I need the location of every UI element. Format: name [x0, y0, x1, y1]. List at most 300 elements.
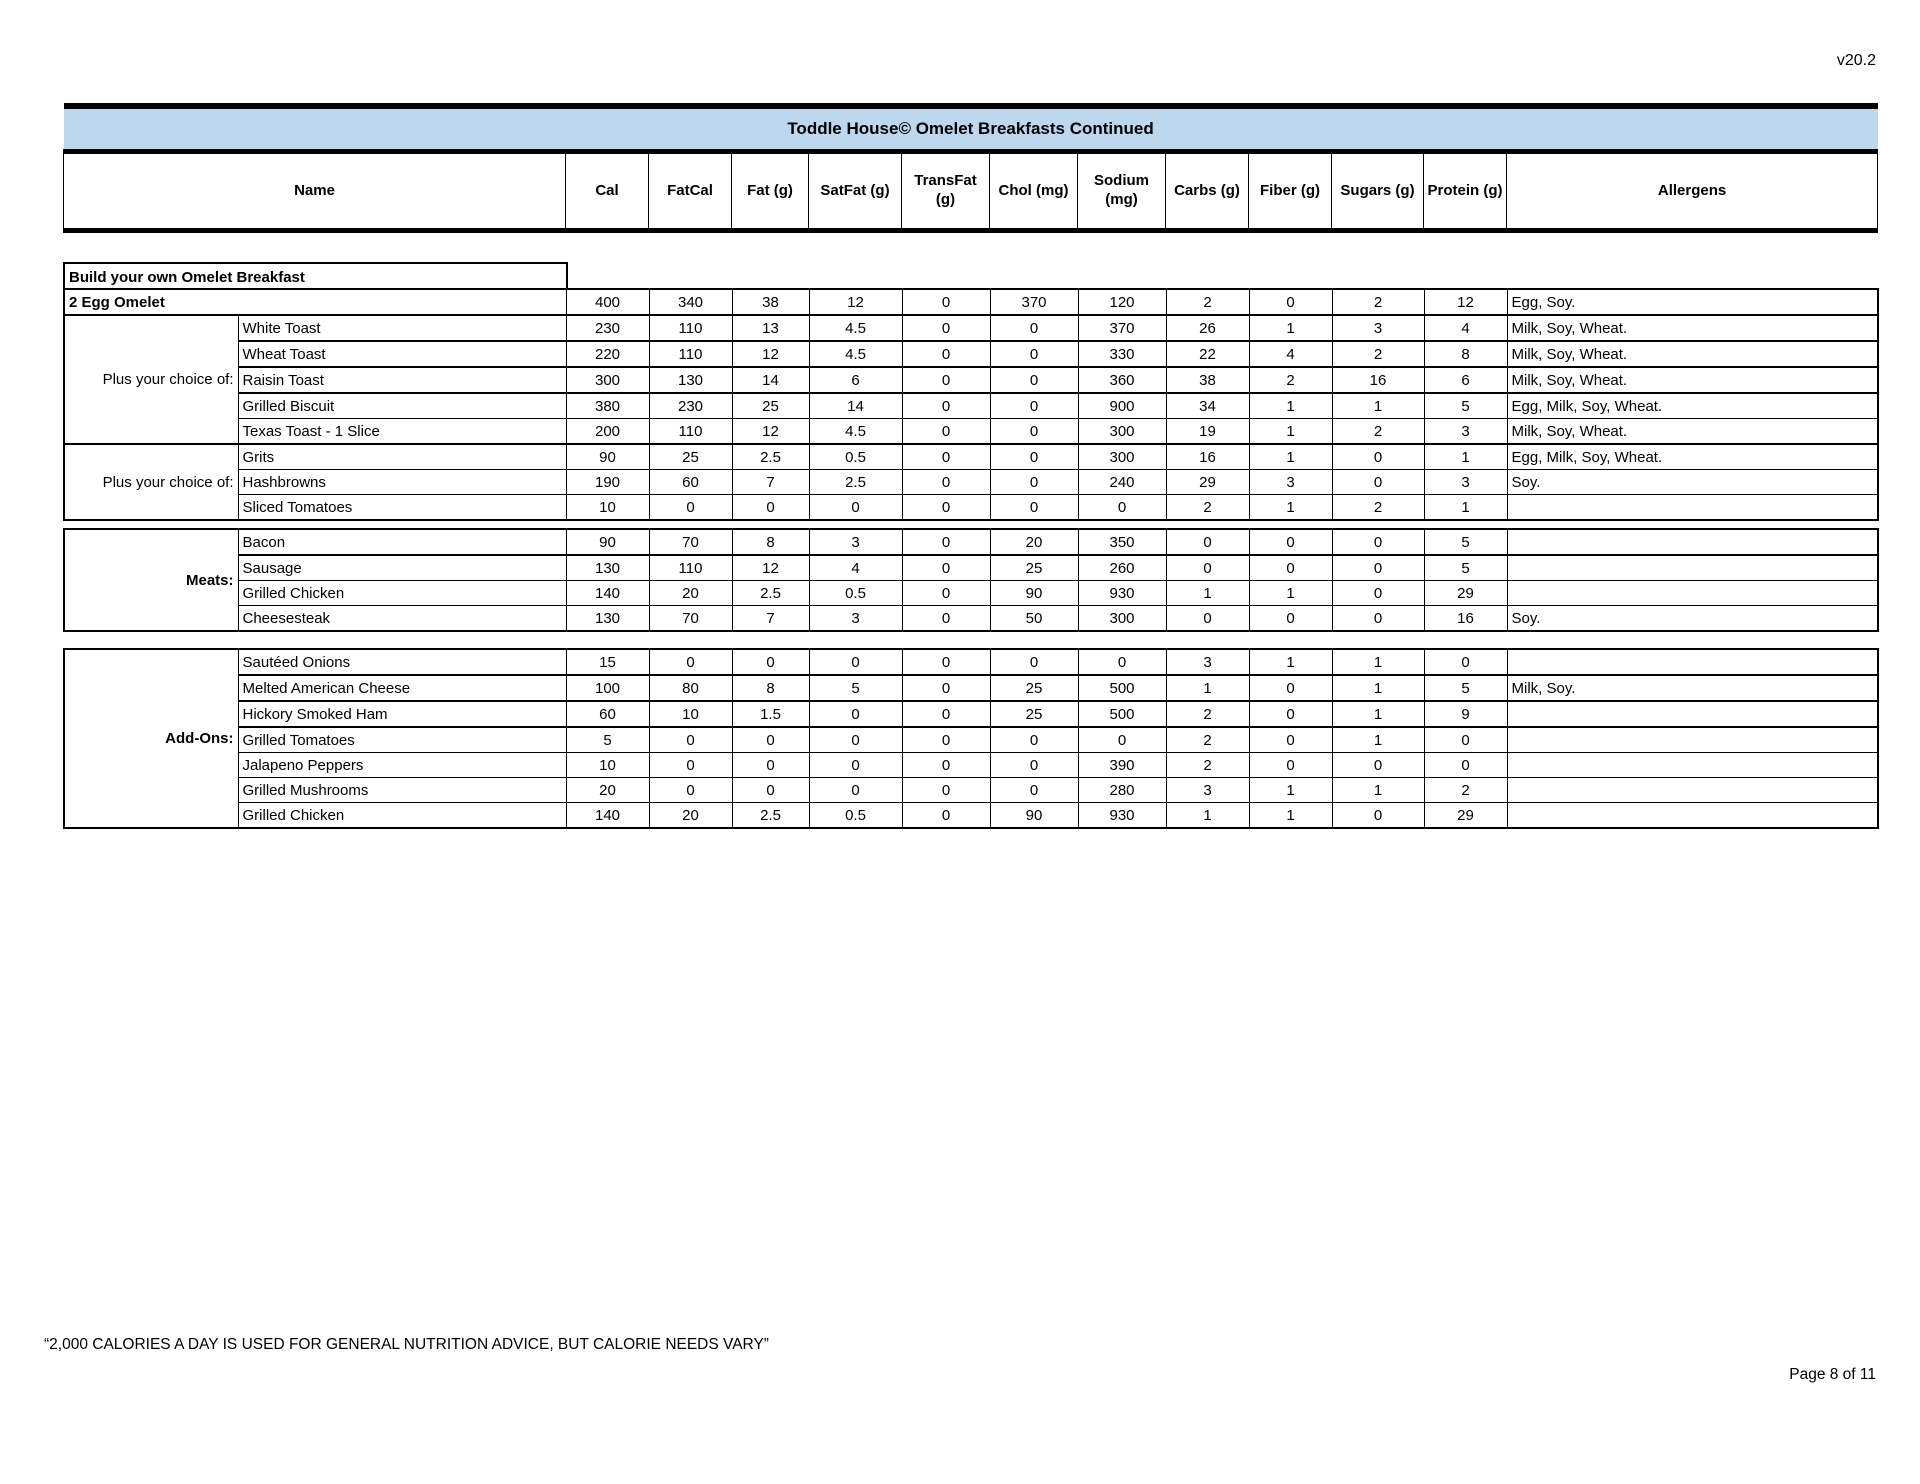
nutrition-value-cell: 300: [1078, 444, 1166, 470]
nutrition-value-cell: 3: [1424, 470, 1507, 495]
section-heading-build-your-own: Build your own Omelet Breakfast: [63, 262, 568, 288]
nutrition-value-cell: 2.5: [809, 470, 902, 495]
nutrition-value-cell: 0: [1249, 753, 1332, 778]
nutrition-value-cell: 8: [732, 529, 809, 555]
allergens-cell: [1507, 649, 1878, 675]
nutrition-value-cell: 7: [732, 470, 809, 495]
nutrition-value-cell: 0: [1078, 649, 1166, 675]
nutrition-value-cell: 0: [902, 581, 990, 606]
nutrition-value-cell: 20: [566, 778, 649, 803]
table-row: [64, 444, 1878, 470]
nutrition-value-cell: 360: [1078, 367, 1166, 393]
nutrition-value-cell: 900: [1078, 393, 1166, 419]
column-header-8: Carbs (g): [1166, 152, 1249, 231]
table-row: [64, 341, 1878, 367]
nutrition-value-cell: 38: [1166, 367, 1249, 393]
nutrition-value-cell: 70: [649, 529, 732, 555]
table-row: [64, 555, 1878, 581]
nutrition-value-cell: 0.5: [809, 581, 902, 606]
page-number: Page 8 of 11: [1789, 1366, 1876, 1383]
nutrition-value-cell: 90: [990, 581, 1078, 606]
nutrition-value-cell: 4: [1424, 315, 1507, 341]
nutrition-value-cell: 0: [1332, 470, 1424, 495]
nutrition-value-cell: 500: [1078, 701, 1166, 727]
table-row: [64, 470, 1878, 495]
nutrition-value-cell: 0: [809, 701, 902, 727]
table-row: [64, 701, 1878, 727]
nutrition-value-cell: 0: [990, 393, 1078, 419]
nutrition-value-cell: 0: [809, 649, 902, 675]
nutrition-value-cell: 230: [649, 393, 732, 419]
nutrition-value-cell: 8: [1424, 341, 1507, 367]
allergens-cell: Egg, Soy.: [1507, 289, 1878, 315]
item-name-cell: Hickory Smoked Ham: [238, 701, 566, 727]
nutrition-value-cell: 0: [1166, 555, 1249, 581]
column-header-5: TransFat (g): [902, 152, 990, 231]
nutrition-value-cell: 1: [1332, 701, 1424, 727]
nutrition-value-cell: 340: [649, 289, 732, 315]
column-header-10: Sugars (g): [1332, 152, 1424, 231]
nutrition-value-cell: 0: [1249, 675, 1332, 701]
allergens-cell: Milk, Soy, Wheat.: [1507, 315, 1878, 341]
nutrition-value-cell: 16: [1332, 367, 1424, 393]
nutrition-value-cell: 1.5: [732, 701, 809, 727]
nutrition-value-cell: 0: [1166, 529, 1249, 555]
nutrition-value-cell: 25: [990, 701, 1078, 727]
allergens-cell: [1507, 529, 1878, 555]
nutrition-value-cell: 0: [1166, 606, 1249, 632]
nutrition-value-cell: 4.5: [809, 419, 902, 445]
nutrition-value-cell: 0: [1332, 555, 1424, 581]
nutrition-value-cell: 0: [902, 675, 990, 701]
table-row: [64, 753, 1878, 778]
nutrition-value-cell: 1: [1332, 727, 1424, 753]
nutrition-value-cell: 1: [1249, 444, 1332, 470]
nutrition-value-cell: 500: [1078, 675, 1166, 701]
item-name-cell: Wheat Toast: [238, 341, 566, 367]
nutrition-value-cell: 26: [1166, 315, 1249, 341]
nutrition-value-cell: 60: [649, 470, 732, 495]
nutrition-value-cell: 0: [990, 470, 1078, 495]
nutrition-value-cell: 2: [1332, 341, 1424, 367]
nutrition-value-cell: 0: [1332, 581, 1424, 606]
version-label: v20.2: [1836, 52, 1876, 69]
nutrition-value-cell: 25: [649, 444, 732, 470]
column-header-2: FatCal: [649, 152, 732, 231]
nutrition-value-cell: 2: [1166, 701, 1249, 727]
allergens-cell: Egg, Milk, Soy, Wheat.: [1507, 393, 1878, 419]
nutrition-value-cell: 20: [649, 581, 732, 606]
nutrition-value-cell: 0: [902, 753, 990, 778]
nutrition-value-cell: 130: [649, 367, 732, 393]
nutrition-value-cell: 930: [1078, 581, 1166, 606]
item-name-cell: Texas Toast - 1 Slice: [238, 419, 566, 445]
nutrition-table-header: [63, 103, 1878, 233]
allergens-cell: [1507, 555, 1878, 581]
item-name-cell: 2 Egg Omelet: [64, 289, 566, 315]
nutrition-value-cell: 0: [990, 649, 1078, 675]
allergens-cell: Milk, Soy, Wheat.: [1507, 341, 1878, 367]
nutrition-value-cell: 7: [732, 606, 809, 632]
item-name-cell: White Toast: [238, 315, 566, 341]
nutrition-value-cell: 0: [902, 495, 990, 521]
nutrition-value-cell: 1: [1166, 581, 1249, 606]
nutrition-value-cell: 0: [1424, 727, 1507, 753]
table-row: [64, 778, 1878, 803]
column-header-3: Fat (g): [732, 152, 809, 231]
nutrition-value-cell: 0: [990, 753, 1078, 778]
nutrition-value-cell: 0: [902, 529, 990, 555]
table-row: [64, 529, 1878, 555]
nutrition-value-cell: 16: [1166, 444, 1249, 470]
nutrition-value-cell: 0: [649, 753, 732, 778]
nutrition-value-cell: 0: [1249, 529, 1332, 555]
nutrition-value-cell: 29: [1424, 581, 1507, 606]
nutrition-value-cell: 0: [732, 753, 809, 778]
nutrition-value-cell: 110: [649, 555, 732, 581]
nutrition-value-cell: 2: [1166, 289, 1249, 315]
nutrition-value-cell: 0: [902, 649, 990, 675]
nutrition-value-cell: 2: [1332, 495, 1424, 521]
table-row: [64, 675, 1878, 701]
nutrition-value-cell: 300: [1078, 606, 1166, 632]
nutrition-value-cell: 1: [1249, 778, 1332, 803]
nutrition-value-cell: 400: [566, 289, 649, 315]
nutrition-value-cell: 34: [1166, 393, 1249, 419]
nutrition-value-cell: 130: [566, 606, 649, 632]
allergens-cell: Soy.: [1507, 606, 1878, 632]
allergens-cell: Milk, Soy.: [1507, 675, 1878, 701]
column-header-12: Allergens: [1507, 152, 1878, 231]
nutrition-value-cell: 29: [1424, 803, 1507, 829]
nutrition-value-cell: 1: [1249, 419, 1332, 445]
nutrition-value-cell: 0: [1424, 649, 1507, 675]
column-header-1: Cal: [566, 152, 649, 231]
nutrition-value-cell: 0: [1078, 727, 1166, 753]
allergens-cell: Milk, Soy, Wheat.: [1507, 419, 1878, 445]
nutrition-value-cell: 90: [566, 529, 649, 555]
column-header-9: Fiber (g): [1249, 152, 1332, 231]
nutrition-value-cell: 0: [732, 727, 809, 753]
nutrition-value-cell: 90: [566, 444, 649, 470]
nutrition-value-cell: 15: [566, 649, 649, 675]
nutrition-value-cell: 4.5: [809, 315, 902, 341]
nutrition-value-cell: 12: [1424, 289, 1507, 315]
nutrition-value-cell: 240: [1078, 470, 1166, 495]
section-table-build-your-own: [63, 288, 1879, 521]
nutrition-value-cell: 14: [809, 393, 902, 419]
nutrition-value-cell: 16: [1424, 606, 1507, 632]
nutrition-value-cell: 300: [1078, 419, 1166, 445]
nutrition-value-cell: 6: [1424, 367, 1507, 393]
nutrition-value-cell: 0: [902, 393, 990, 419]
nutrition-value-cell: 1: [1424, 444, 1507, 470]
nutrition-value-cell: 0: [902, 701, 990, 727]
nutrition-value-cell: 190: [566, 470, 649, 495]
nutrition-value-cell: 0: [1424, 753, 1507, 778]
nutrition-value-cell: 1: [1332, 778, 1424, 803]
allergens-cell: Milk, Soy, Wheat.: [1507, 367, 1878, 393]
nutrition-value-cell: 0: [1332, 753, 1424, 778]
nutrition-value-cell: 25: [990, 555, 1078, 581]
nutrition-value-cell: 0: [902, 341, 990, 367]
allergens-cell: [1507, 753, 1878, 778]
nutrition-value-cell: 0: [990, 419, 1078, 445]
item-name-cell: Grilled Chicken: [238, 803, 566, 829]
nutrition-value-cell: 10: [566, 753, 649, 778]
nutrition-value-cell: 0: [902, 727, 990, 753]
nutrition-value-cell: 12: [732, 341, 809, 367]
nutrition-value-cell: 0: [902, 419, 990, 445]
nutrition-value-cell: 1: [1249, 581, 1332, 606]
nutrition-value-cell: 29: [1166, 470, 1249, 495]
nutrition-value-cell: 3: [1166, 778, 1249, 803]
table-row: [64, 367, 1878, 393]
nutrition-value-cell: 130: [566, 555, 649, 581]
nutrition-value-cell: 0: [1332, 606, 1424, 632]
nutrition-value-cell: 9: [1424, 701, 1507, 727]
nutrition-value-cell: 0.5: [809, 444, 902, 470]
nutrition-value-cell: 1: [1166, 675, 1249, 701]
nutrition-value-cell: 12: [809, 289, 902, 315]
item-name-cell: Sausage: [238, 555, 566, 581]
nutrition-value-cell: 0: [809, 727, 902, 753]
nutrition-value-cell: 5: [809, 675, 902, 701]
table-row: [64, 419, 1878, 445]
nutrition-value-cell: 0: [732, 778, 809, 803]
nutrition-value-cell: 60: [566, 701, 649, 727]
nutrition-value-cell: 140: [566, 581, 649, 606]
nutrition-value-cell: 2: [1332, 419, 1424, 445]
nutrition-value-cell: 0: [1249, 289, 1332, 315]
nutrition-value-cell: 90: [990, 803, 1078, 829]
nutrition-value-cell: 1: [1332, 393, 1424, 419]
nutrition-value-cell: 0: [809, 753, 902, 778]
nutrition-value-cell: 4: [1249, 341, 1332, 367]
item-name-cell: Grilled Biscuit: [238, 393, 566, 419]
nutrition-value-cell: 1: [1166, 803, 1249, 829]
nutrition-value-cell: 6: [809, 367, 902, 393]
nutrition-value-cell: 2: [1166, 727, 1249, 753]
table-row: [64, 289, 1878, 315]
nutrition-value-cell: 370: [1078, 315, 1166, 341]
nutrition-value-cell: 2.5: [732, 803, 809, 829]
nutrition-value-cell: 3: [1424, 419, 1507, 445]
nutrition-value-cell: 4.5: [809, 341, 902, 367]
table-row: [64, 803, 1878, 829]
nutrition-value-cell: 20: [990, 529, 1078, 555]
nutrition-value-cell: 4: [809, 555, 902, 581]
nutrition-value-cell: 8: [732, 675, 809, 701]
table-row: [64, 727, 1878, 753]
nutrition-value-cell: 220: [566, 341, 649, 367]
nutrition-value-cell: 0: [990, 315, 1078, 341]
table-row: [64, 581, 1878, 606]
nutrition-value-cell: 5: [566, 727, 649, 753]
nutrition-value-cell: 0: [649, 778, 732, 803]
nutrition-value-cell: 0: [1249, 701, 1332, 727]
nutrition-value-cell: 0: [902, 470, 990, 495]
nutrition-value-cell: 260: [1078, 555, 1166, 581]
nutrition-value-cell: 200: [566, 419, 649, 445]
nutrition-value-cell: 930: [1078, 803, 1166, 829]
nutrition-value-cell: 0: [1249, 555, 1332, 581]
nutrition-value-cell: 19: [1166, 419, 1249, 445]
nutrition-value-cell: 1: [1249, 649, 1332, 675]
nutrition-value-cell: 390: [1078, 753, 1166, 778]
table-row: [64, 606, 1878, 632]
nutrition-value-cell: 1: [1249, 393, 1332, 419]
section-table-meats: [63, 528, 1879, 632]
nutrition-value-cell: 0: [1078, 495, 1166, 521]
nutrition-value-cell: 140: [566, 803, 649, 829]
column-header-row: [64, 152, 1878, 231]
nutrition-value-cell: 0: [809, 495, 902, 521]
nutrition-value-cell: 0: [902, 289, 990, 315]
nutrition-value-cell: 2: [1424, 778, 1507, 803]
nutrition-value-cell: 2: [1249, 367, 1332, 393]
item-name-cell: Raisin Toast: [238, 367, 566, 393]
section-table-add-ons: [63, 648, 1879, 829]
table-row: [64, 393, 1878, 419]
nutrition-value-cell: 0: [1249, 727, 1332, 753]
nutrition-value-cell: 12: [732, 555, 809, 581]
nutrition-value-cell: 0: [809, 778, 902, 803]
item-name-cell: Hashbrowns: [238, 470, 566, 495]
allergens-cell: [1507, 495, 1878, 521]
nutrition-value-cell: 10: [566, 495, 649, 521]
item-name-cell: Grits: [238, 444, 566, 470]
nutrition-value-cell: 3: [809, 606, 902, 632]
nutrition-value-cell: 1: [1332, 649, 1424, 675]
nutrition-value-cell: 0: [902, 606, 990, 632]
nutrition-value-cell: 20: [649, 803, 732, 829]
nutrition-value-cell: 300: [566, 367, 649, 393]
nutrition-value-cell: 0: [1332, 529, 1424, 555]
item-name-cell: Cheesesteak: [238, 606, 566, 632]
nutrition-value-cell: 0: [902, 555, 990, 581]
nutrition-value-cell: 0: [990, 727, 1078, 753]
nutrition-value-cell: 0: [1332, 803, 1424, 829]
item-name-cell: Sliced Tomatoes: [238, 495, 566, 521]
allergens-cell: [1507, 803, 1878, 829]
nutrition-value-cell: 5: [1424, 529, 1507, 555]
nutrition-value-cell: 0: [902, 778, 990, 803]
item-name-cell: Grilled Chicken: [238, 581, 566, 606]
nutrition-value-cell: 10: [649, 701, 732, 727]
item-name-cell: Melted American Cheese: [238, 675, 566, 701]
nutrition-value-cell: 3: [1332, 315, 1424, 341]
nutrition-value-cell: 50: [990, 606, 1078, 632]
item-name-cell: Sautéed Onions: [238, 649, 566, 675]
nutrition-value-cell: 0: [990, 341, 1078, 367]
nutrition-value-cell: 0: [902, 367, 990, 393]
nutrition-value-cell: 0: [990, 495, 1078, 521]
nutrition-value-cell: 0: [649, 727, 732, 753]
item-name-cell: Bacon: [238, 529, 566, 555]
allergens-cell: Soy.: [1507, 470, 1878, 495]
nutrition-value-cell: 0: [902, 444, 990, 470]
nutrition-value-cell: 0: [649, 495, 732, 521]
nutrition-value-cell: 380: [566, 393, 649, 419]
nutrition-value-cell: 230: [566, 315, 649, 341]
nutrition-value-cell: 0: [990, 367, 1078, 393]
nutrition-value-cell: 25: [990, 675, 1078, 701]
nutrition-value-cell: 5: [1424, 675, 1507, 701]
nutrition-value-cell: 70: [649, 606, 732, 632]
table-row: [64, 649, 1878, 675]
nutrition-value-cell: 12: [732, 419, 809, 445]
nutrition-value-cell: 120: [1078, 289, 1166, 315]
group-label-cell: Plus your choice of:: [64, 444, 238, 520]
column-header-7: Sodium (mg): [1078, 152, 1166, 231]
nutrition-value-cell: 2: [1166, 495, 1249, 521]
nutrition-value-cell: 3: [1166, 649, 1249, 675]
allergens-cell: [1507, 778, 1878, 803]
nutrition-value-cell: 2: [1332, 289, 1424, 315]
nutrition-value-cell: 1: [1332, 675, 1424, 701]
nutrition-value-cell: 1: [1249, 803, 1332, 829]
column-header-4: SatFat (g): [809, 152, 902, 231]
nutrition-value-cell: 1: [1249, 315, 1332, 341]
nutrition-value-cell: 22: [1166, 341, 1249, 367]
nutrition-value-cell: 0: [902, 803, 990, 829]
nutrition-value-cell: 0: [990, 778, 1078, 803]
allergens-cell: [1507, 581, 1878, 606]
allergens-cell: Egg, Milk, Soy, Wheat.: [1507, 444, 1878, 470]
allergens-cell: [1507, 727, 1878, 753]
nutrition-value-cell: 0: [649, 649, 732, 675]
nutrition-value-cell: 3: [809, 529, 902, 555]
nutrition-value-cell: 5: [1424, 393, 1507, 419]
group-label-cell: Meats:: [64, 529, 238, 631]
title-row: [64, 106, 1878, 152]
column-header-0: Name: [64, 152, 566, 231]
nutrition-value-cell: 100: [566, 675, 649, 701]
nutrition-value-cell: 0: [1249, 606, 1332, 632]
group-label-cell: Plus your choice of:: [64, 315, 238, 444]
nutrition-value-cell: 0.5: [809, 803, 902, 829]
nutrition-value-cell: 2.5: [732, 444, 809, 470]
nutrition-value-cell: 110: [649, 419, 732, 445]
nutrition-value-cell: 25: [732, 393, 809, 419]
nutrition-value-cell: 350: [1078, 529, 1166, 555]
footer-quote: “2,000 CALORIES A DAY IS USED FOR GENERAL NUTRITION ADVICE, BUT CALORIE NEEDS VARY”: [44, 1336, 769, 1353]
nutrition-value-cell: 0: [902, 315, 990, 341]
nutrition-value-cell: 0: [732, 495, 809, 521]
nutrition-value-cell: 80: [649, 675, 732, 701]
nutrition-value-cell: 38: [732, 289, 809, 315]
nutrition-value-cell: 1: [1424, 495, 1507, 521]
nutrition-value-cell: 1: [1249, 495, 1332, 521]
nutrition-value-cell: 0: [990, 444, 1078, 470]
nutrition-value-cell: 14: [732, 367, 809, 393]
nutrition-value-cell: 110: [649, 341, 732, 367]
nutrition-value-cell: 2.5: [732, 581, 809, 606]
nutrition-value-cell: 330: [1078, 341, 1166, 367]
column-header-11: Protein (g): [1424, 152, 1507, 231]
nutrition-value-cell: 3: [1249, 470, 1332, 495]
nutrition-value-cell: 370: [990, 289, 1078, 315]
nutrition-value-cell: 280: [1078, 778, 1166, 803]
nutrition-value-cell: 0: [732, 649, 809, 675]
nutrition-value-cell: 5: [1424, 555, 1507, 581]
group-label-cell: Add-Ons:: [64, 649, 238, 828]
nutrition-value-cell: 110: [649, 315, 732, 341]
nutrition-value-cell: 0: [1332, 444, 1424, 470]
table-row: [64, 495, 1878, 521]
item-name-cell: Jalapeno Peppers: [238, 753, 566, 778]
